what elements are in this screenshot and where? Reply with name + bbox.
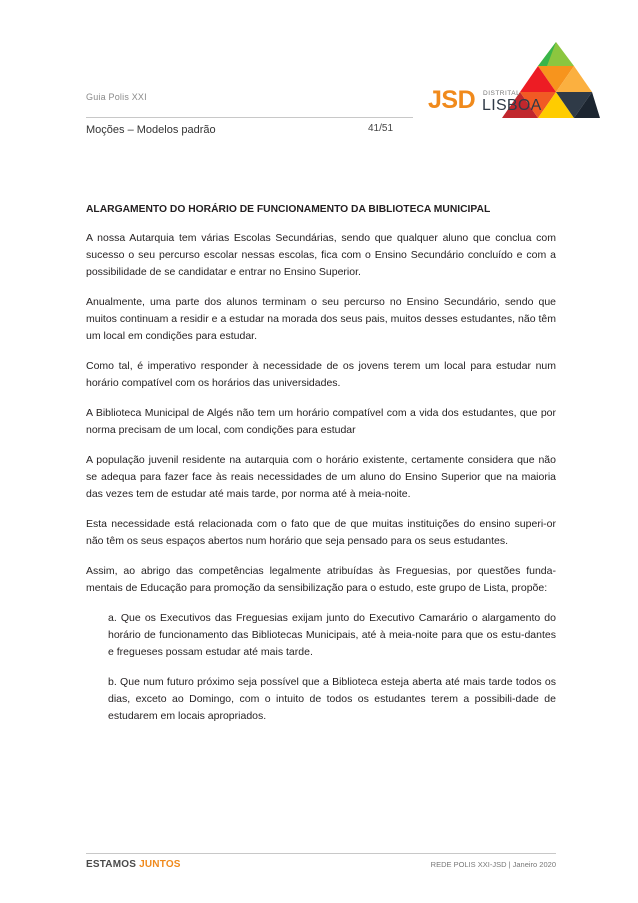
document-title: ALARGAMENTO DO HORÁRIO DE FUNCIONAMENTO DA BIBLIOTECA MUNICIPAL — [86, 204, 491, 215]
footer-divider — [86, 853, 556, 854]
proposal-item: b. Que num futuro próximo seja possível que a Biblioteca esteja aberta até mais tarde todos os dias, exceto ao Domingo, com o intuito de todos os estudantes terem a possibili-dade de estudarem em locais apropriados. — [108, 676, 556, 722]
document-body — [86, 230, 556, 738]
guide-title: Guia Polis XXI — [86, 92, 147, 102]
paragraph: Assim, ao abrigo das competências legalmente atribuídas às Freguesias, por questões funda-mentais de Educação para promoção da sensibilização para o estudo, este grupo de Lista, propõe: — [86, 565, 556, 594]
paragraph: Como tal, é imperativo responder à necessidade de os jovens terem um local para estudar num horário compatível com os horários das universidades. — [86, 360, 556, 389]
paragraph: A nossa Autarquia tem várias Escolas Secundárias, sendo que qualquer aluno que conclua com sucesso o seu percurso escolar nessas escolas, fica com o Ensino Secundário concluído e com a possibilidade de se candidatar e entrar no Ensino Superior. — [86, 232, 556, 278]
slogan-juntos: JUNTOS — [139, 859, 181, 870]
distrital-label: DISTRITAL — [483, 90, 521, 97]
page-number: 41/51 — [368, 123, 394, 134]
jsd-wordmark: JSD — [428, 86, 476, 114]
lisboa-label: LISBOA — [482, 97, 542, 114]
paragraph: A população juvenil residente na autarquia com o horário existente, certamente considera que não se adequa para fazer face às reais necessidades de um aluno do Ensino Superior que na maioria das vezes tem de estudar até mais tarde, por norma até à meia-noite. — [86, 454, 556, 500]
footer-slogan — [86, 859, 181, 870]
proposal-item: a. Que os Executivos das Freguesias exijam junto do Executivo Camarário o alargamento do horário de funcionamento das Bibliotecas Municipais, até à meia-noite para que os estu-dantes e fregueses possam estudar até mais tarde. — [108, 612, 556, 658]
paragraph: A Biblioteca Municipal de Algés não tem um horário compatível com a vida dos estudantes, que por norma precisam de um local, com condições para estudar — [86, 407, 556, 436]
paragraph: Anualmente, uma parte dos alunos terminam o seu percurso no Ensino Secundário, sendo que muitos continuam a residir e a estudar na morada dos seus pais, muitos desses estudantes, não têm um local em condições para estudar. — [86, 296, 556, 342]
slogan-estamos: ESTAMOS — [86, 859, 137, 870]
section-subtitle: Moções – Modelos padrão — [86, 124, 216, 136]
footer-credit: REDE POLIS XXI-JSD | Janeiro 2020 — [430, 860, 556, 869]
paragraph: Esta necessidade está relacionada com o fato que de que muitas instituições do ensino superi-or não têm os seus espaços abertos num horário que seja pensado para os seus estudantes. — [86, 518, 556, 547]
header-divider — [86, 117, 413, 118]
